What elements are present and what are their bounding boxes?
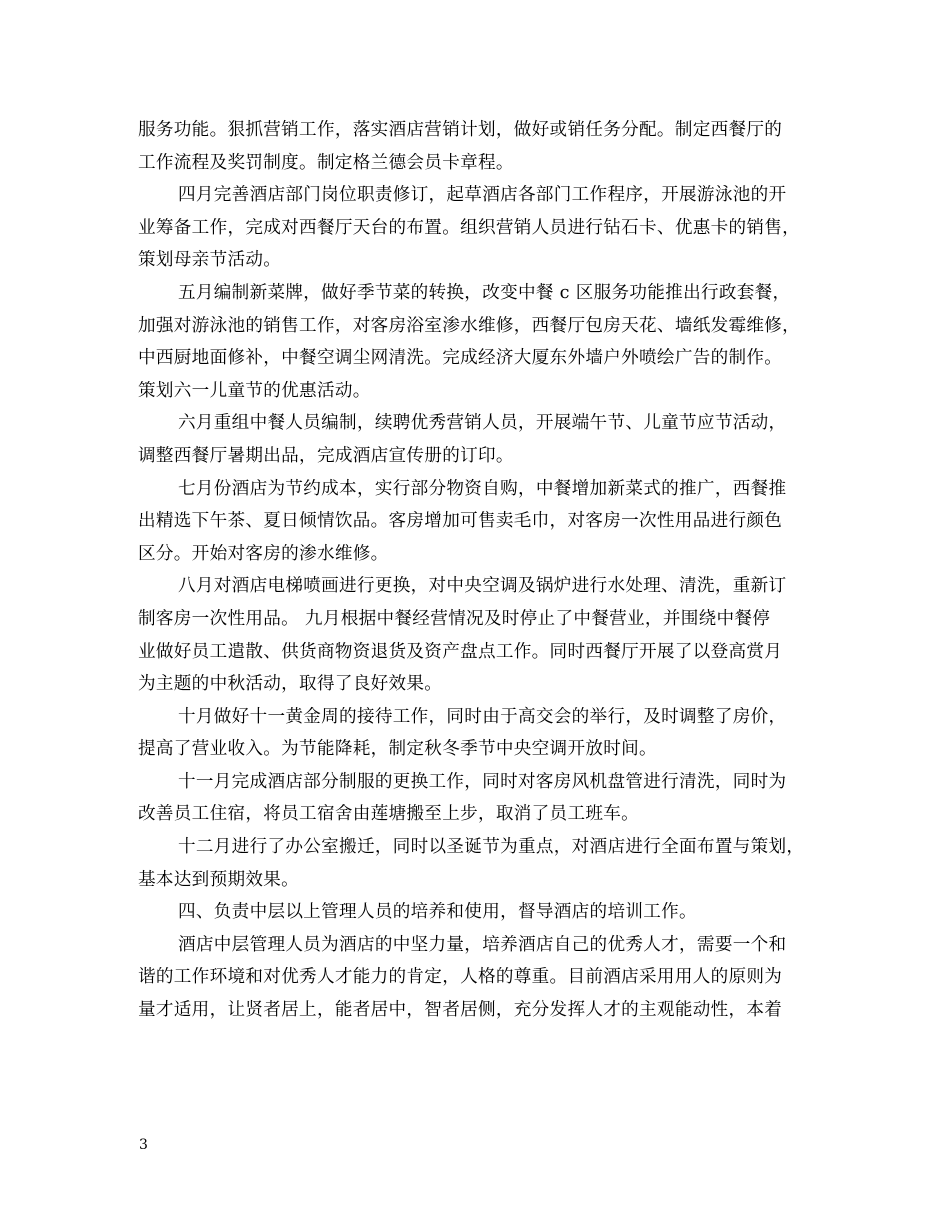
text-line: 谐的工作环境和对优秀人才能力的肯定，人格的尊重。目前酒店采用用人的原则为	[138, 967, 783, 988]
text-line: 七月份酒店为节约成本，实行部分物资自购，中餐增加新菜式的推广，西餐推	[178, 478, 787, 499]
text-line: 改善员工住宿，将员工宿舍由莲塘搬至上步，取消了员工班车。	[138, 804, 640, 825]
text-line: 基本达到预期效果。	[138, 869, 300, 890]
text-line: 服务功能。狠抓营销工作，落实酒店营销计划，做好或销任务分配。制定西餐厅的	[138, 120, 783, 140]
text-line: 量才适用，让贤者居上，能者居中，智者居侧，充分发挥人才的主观能动性，本着	[138, 1000, 783, 1021]
text-line: 为主题的中秋活动，取得了良好效果。	[138, 674, 443, 695]
text-line: 业做好员工遣散、供货商物资退货及资产盘点工作。同时西餐厅开展了以登高赏月	[138, 641, 783, 662]
text-line: 区分。开始对客房的渗水维修。	[138, 543, 389, 564]
text-line: 酒店中层管理人员为酒店的中坚力量，培养酒店自己的优秀人才，需要一个和	[178, 934, 787, 955]
text-line: 中西厨地面修补，中餐空调尘网清洗。完成经济大厦东外墙户外喷绘广告的制作。	[138, 348, 783, 369]
text-line: 四、负责中层以上管理人员的培养和使用，督导酒店的培训工作。	[178, 902, 697, 923]
text-line: 出精选下午茶、夏日倾情饮品。客房增加可售卖毛巾，对客房一次性用品进行颜色	[138, 511, 783, 532]
text-line: 八月对酒店电梯喷画进行更换，对中央空调及锅炉进行水处理、清洗，重新订	[178, 576, 787, 597]
text-line: 十月做好十一黄金周的接待工作，同时由于高交会的举行，及时调整了房价，	[178, 706, 787, 727]
text-line: 十二月进行了办公室搬迁，同时以圣诞节为重点，对酒店进行全面布置与策划，	[178, 837, 805, 858]
text-line: 提高了营业收入。为节能降耗，制定秋冬季节中央空调开放时间。	[138, 739, 657, 760]
text-line: 四月完善酒店部门岗位职责修订，起草酒店各部门工作程序，开展游泳池的开	[178, 185, 787, 206]
text-line: 加强对游泳池的销售工作，对客房浴室渗水维修，西餐厅包房天花、墙纸发霉维修，	[138, 315, 801, 336]
text-line: 业筹备工作，完成对西餐厅天台的布置。组织营销人员进行钻石卡、优惠卡的销售，	[138, 217, 801, 238]
text-line: 五月编制新菜牌，做好季节菜的转换，改变中餐 c 区服务功能推出行政套餐，	[178, 282, 791, 303]
body-text	[138, 114, 818, 1027]
text-line: 策划六一儿童节的优惠活动。	[138, 380, 371, 401]
text-line: 十一月完成酒店部分制服的更换工作，同时对客房风机盘管进行清洗，同时为	[178, 771, 787, 792]
text-line: 策划母亲节活动。	[138, 250, 282, 271]
page-number: 3	[139, 1137, 148, 1153]
text-line: 调整西餐厅暑期出品，完成酒店宣传册的订印。	[138, 445, 514, 466]
text-line: 制客房一次性用品。 九月根据中餐经营情况及时停止了中餐营业，并围绕中餐停	[138, 608, 771, 629]
text-line: 工作流程及奖罚制度。制定格兰德会员卡章程。	[138, 152, 514, 173]
text-line: 六月重组中餐人员编制，续聘优秀营销人员，开展端午节、儿童节应节活动，	[178, 413, 787, 434]
